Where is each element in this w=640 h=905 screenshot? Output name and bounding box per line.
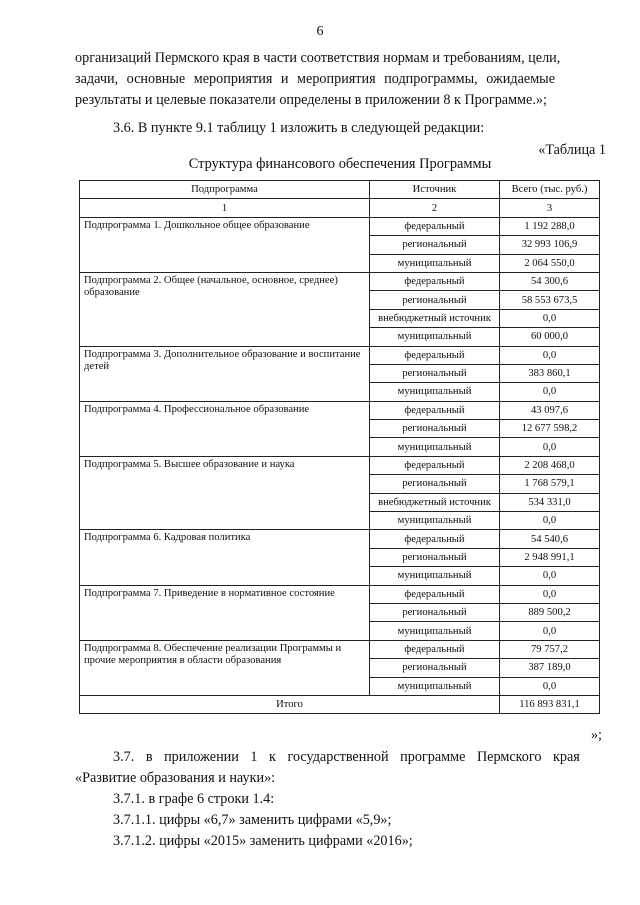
point-3-7-1-1: 3.7.1.1. цифры «6,7» заменить цифрами «5,9»; xyxy=(113,812,392,828)
point-3-6: 3.6. В пункте 9.1 таблицу 1 изложить в следующей редакции: xyxy=(113,120,485,136)
amount-cell: 0,0 xyxy=(500,383,600,401)
page-number: 6 xyxy=(316,24,324,39)
amount-cell: 0,0 xyxy=(500,585,600,603)
amount-cell: 12 677 598,2 xyxy=(500,420,600,438)
financing-table xyxy=(79,180,600,714)
source-cell: федеральный xyxy=(370,217,500,235)
table-row xyxy=(80,217,600,235)
table-row xyxy=(80,346,600,364)
amount-cell: 58 553 673,5 xyxy=(500,291,600,309)
col-number-2: 2 xyxy=(370,199,500,217)
amount-cell: 0,0 xyxy=(500,438,600,456)
amount-cell: 383 860,1 xyxy=(500,364,600,382)
amount-cell: 387 189,0 xyxy=(500,659,600,677)
source-cell: муниципальный xyxy=(370,677,500,695)
intro-line-2: задачи, основные мероприятия и мероприятия подпрограммы, ожидаемые xyxy=(75,71,555,87)
source-cell: муниципальный xyxy=(370,438,500,456)
source-cell: региональный xyxy=(370,420,500,438)
point-3-7-1-2: 3.7.1.2. цифры «2015» заменить цифрами «2016»; xyxy=(113,833,413,849)
amount-cell: 0,0 xyxy=(500,622,600,640)
source-cell: федеральный xyxy=(370,585,500,603)
amount-cell: 54 300,6 xyxy=(500,272,600,290)
table-row xyxy=(80,530,600,548)
intro-line-3: результаты и целевые показатели определены в приложении 8 к Программе.»; xyxy=(75,92,547,108)
column-number-row xyxy=(80,199,600,217)
point-3-7-1: 3.7.1. в графе 6 строки 1.4: xyxy=(113,791,275,807)
source-cell: федеральный xyxy=(370,640,500,658)
header-source: Источник xyxy=(370,181,500,199)
source-cell: региональный xyxy=(370,603,500,621)
amount-cell: 0,0 xyxy=(500,567,600,585)
amount-cell: 43 097,6 xyxy=(500,401,600,419)
source-cell: региональный xyxy=(370,475,500,493)
program-name-cell: Подпрограмма 1. Дошкольное общее образование xyxy=(80,217,370,272)
amount-cell: 79 757,2 xyxy=(500,640,600,658)
program-name-cell: Подпрограмма 4. Профессиональное образование xyxy=(80,401,370,456)
source-cell: муниципальный xyxy=(370,512,500,530)
source-cell: муниципальный xyxy=(370,567,500,585)
amount-cell: 889 500,2 xyxy=(500,603,600,621)
program-name-cell: Подпрограмма 2. Общее (начальное, основное, среднее) образование xyxy=(80,272,370,346)
table-row xyxy=(80,456,600,474)
source-cell: муниципальный xyxy=(370,622,500,640)
header-total: Всего (тыс. руб.) xyxy=(500,181,600,199)
program-name-cell: Подпрограмма 5. Высшее образование и наука xyxy=(80,456,370,530)
total-value: 116 893 831,1 xyxy=(500,695,600,713)
intro-line-1: организаций Пермского края в части соответствия нормам и требованиям, цели, xyxy=(75,50,561,66)
source-cell: федеральный xyxy=(370,456,500,474)
amount-cell: 32 993 106,9 xyxy=(500,236,600,254)
source-cell: региональный xyxy=(370,548,500,566)
source-cell: федеральный xyxy=(370,401,500,419)
source-cell: внебюджетный источник xyxy=(370,309,500,327)
amount-cell: 2 064 550,0 xyxy=(500,254,600,272)
source-cell: муниципальный xyxy=(370,254,500,272)
source-cell: региональный xyxy=(370,364,500,382)
source-cell: муниципальный xyxy=(370,383,500,401)
source-cell: внебюджетный источник xyxy=(370,493,500,511)
total-row xyxy=(80,695,600,713)
source-cell: федеральный xyxy=(370,272,500,290)
close-quote: »; xyxy=(590,727,602,743)
point-3-7-line-2: «Развитие образования и науки»: xyxy=(75,770,276,786)
col-number-1: 1 xyxy=(80,199,370,217)
amount-cell: 0,0 xyxy=(500,309,600,327)
col-number-3: 3 xyxy=(500,199,600,217)
table-caption: «Таблица 1 xyxy=(538,142,606,158)
amount-cell: 534 331,0 xyxy=(500,493,600,511)
table-row xyxy=(80,640,600,658)
amount-cell: 2 948 991,1 xyxy=(500,548,600,566)
total-label: Итого xyxy=(80,695,500,713)
amount-cell: 0,0 xyxy=(500,346,600,364)
amount-cell: 54 540,6 xyxy=(500,530,600,548)
point-3-7-line-1: 3.7. в приложении 1 к государственной программе Пермского края xyxy=(113,749,580,765)
source-cell: региональный xyxy=(370,291,500,309)
table-row xyxy=(80,585,600,603)
source-cell: региональный xyxy=(370,236,500,254)
source-cell: региональный xyxy=(370,659,500,677)
amount-cell: 0,0 xyxy=(500,677,600,695)
source-cell: федеральный xyxy=(370,346,500,364)
table-row xyxy=(80,401,600,419)
program-name-cell: Подпрограмма 8. Обеспечение реализации Программы и прочие мероприятия в области образования xyxy=(80,640,370,695)
table-header-row xyxy=(80,181,600,199)
amount-cell: 1 192 288,0 xyxy=(500,217,600,235)
program-name-cell: Подпрограмма 7. Приведение в нормативное состояние xyxy=(80,585,370,640)
source-cell: муниципальный xyxy=(370,328,500,346)
program-name-cell: Подпрограмма 6. Кадровая политика xyxy=(80,530,370,585)
table-row xyxy=(80,272,600,290)
amount-cell: 60 000,0 xyxy=(500,328,600,346)
amount-cell: 1 768 579,1 xyxy=(500,475,600,493)
table-title: Структура финансового обеспечения Программы xyxy=(188,156,492,172)
header-program: Подпрограмма xyxy=(80,181,370,199)
amount-cell: 2 208 468,0 xyxy=(500,456,600,474)
source-cell: федеральный xyxy=(370,530,500,548)
amount-cell: 0,0 xyxy=(500,512,600,530)
program-name-cell: Подпрограмма 3. Дополнительное образование и воспитание детей xyxy=(80,346,370,401)
